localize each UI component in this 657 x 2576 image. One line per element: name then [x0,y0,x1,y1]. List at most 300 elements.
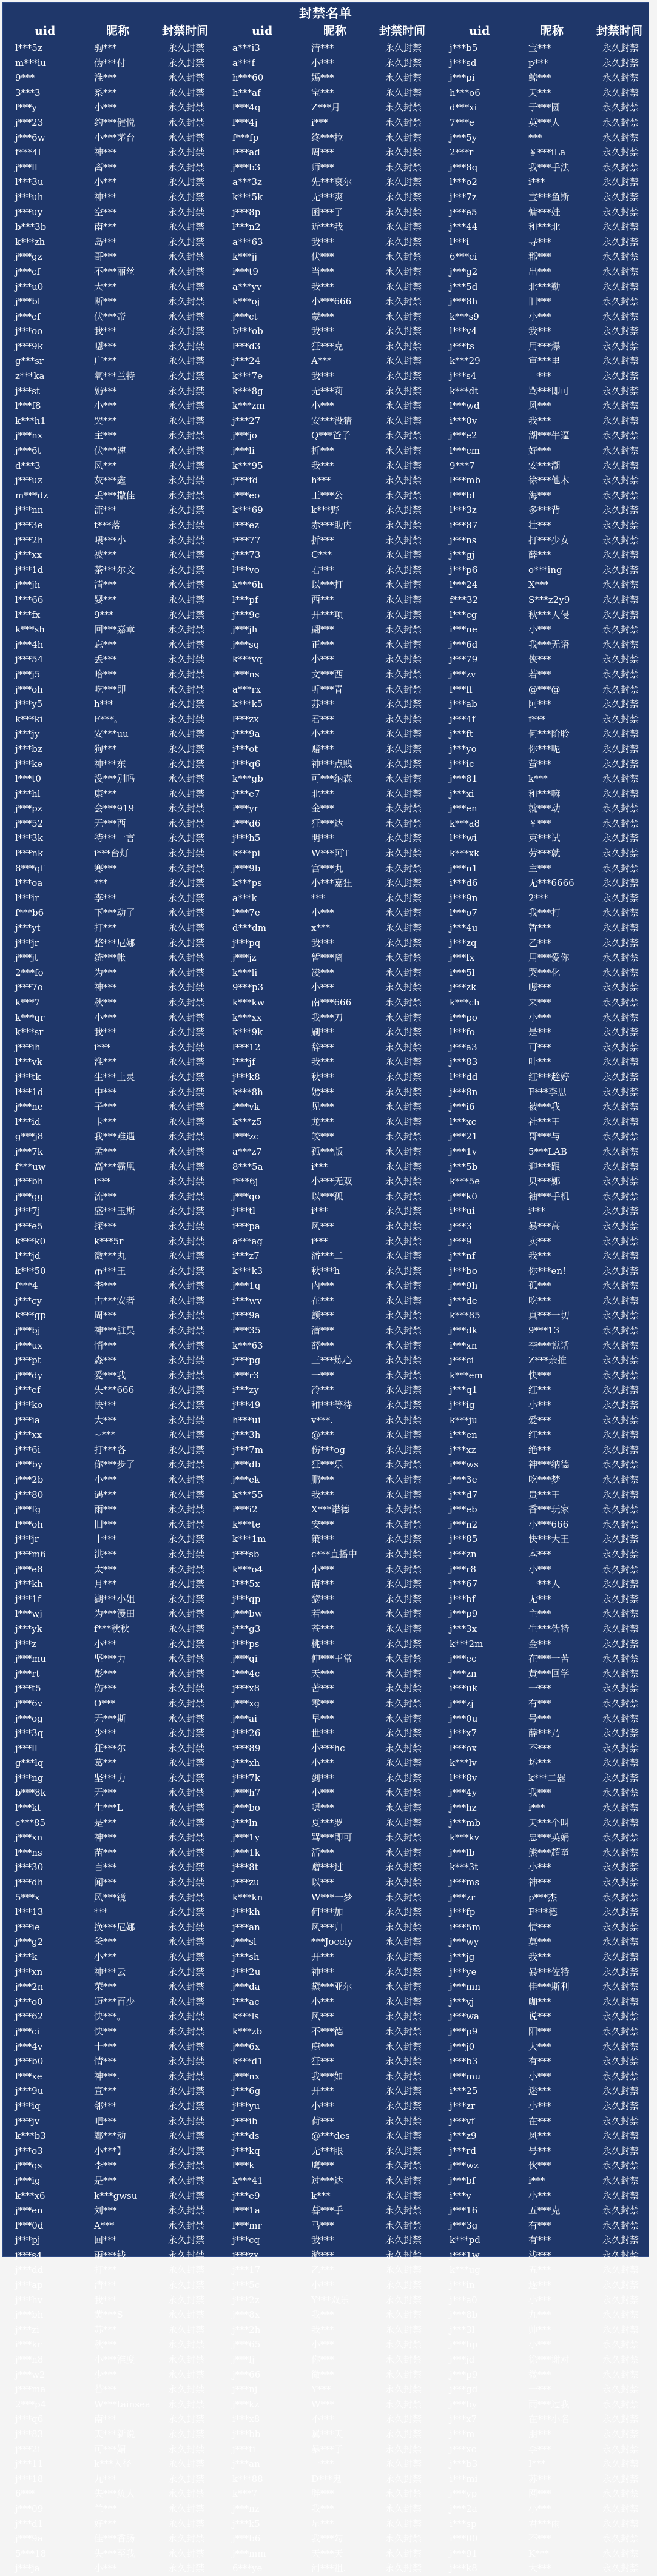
uid-cell: j***6g [232,2085,261,2097]
nickname-cell: 孤***版 [311,1145,343,1157]
nickname-cell: 剑*** [311,1772,334,1783]
table-row [3,2517,649,2532]
uid-cell: l***12 [232,1041,261,1053]
nickname-cell: 若*** [311,1608,334,1620]
nickname-cell: 一*** [311,1369,334,1381]
uid-cell: j***91 [450,2547,478,2559]
nickname-cell: 快*** [94,1400,117,1411]
nickname-cell: 丢*** [94,654,117,665]
nickname-cell: 旧*** [528,296,551,307]
uid-cell: l***0d [15,2219,44,2231]
nickname-cell: @*** [311,1429,334,1441]
nickname-cell: 马*** [311,2219,334,2231]
nickname-cell: Y***双乐 [311,2294,349,2306]
uid-cell: j***p6 [450,564,478,575]
uid-cell: j***dd [15,2264,44,2276]
uid-cell: a***f [232,57,255,69]
uid-cell: j***by [450,2398,477,2410]
nickname-cell: 萤*** [528,758,551,770]
ban-time-cell: 永久封禁 [385,594,422,605]
ban-time-cell: 永久封禁 [168,1832,205,1843]
nickname-cell: 秋***h [311,1265,340,1276]
table-row [3,2561,649,2576]
uid-cell: j***ln [232,1817,258,1828]
ban-time-cell: 永久封禁 [602,2011,639,2022]
nickname-cell: ￥***iLa [528,147,566,158]
ban-time-cell: 永久封禁 [385,1518,422,1530]
uid-cell: j***j0 [450,2041,475,2052]
nickname-cell: 和***等待 [311,1400,352,1411]
ban-time-cell: 永久封禁 [385,2294,422,2306]
uid-cell: d***dm [232,922,266,934]
nickname-cell: C*** [311,549,332,561]
uid-cell: j***b0 [15,2056,44,2067]
nickname-cell: 天*** [311,1668,334,1679]
ban-time-cell: 永久封禁 [168,2503,205,2514]
header-uid: uid [35,24,56,38]
nickname-cell: 伏***帝 [94,310,126,322]
uid-cell: k***1m [232,1534,266,1545]
uid-cell: l***4q [232,102,261,113]
nickname-cell: 小*** [94,1638,117,1649]
uid-cell: l***ns [15,1846,42,1858]
table-row [3,1457,649,1472]
table-row [3,235,649,250]
ban-time-cell: 永久封禁 [168,982,205,993]
table-row [3,1099,649,1115]
ban-time-cell: 永久封禁 [168,2354,205,2366]
ban-time-cell: 永久封禁 [385,2547,422,2559]
uid-cell: j***jt [15,952,38,964]
table-row [3,1353,649,1368]
uid-cell: f***6j [232,1176,258,1187]
uid-cell: j***de [450,1295,477,1306]
nickname-cell: h*** [94,699,114,710]
nickname-cell: D***鬼 [311,2473,342,2484]
nickname-cell: 坚***力 [94,1653,126,1665]
uid-cell: j***k8 [450,2563,477,2574]
nickname-cell: 在***一苦 [528,1653,570,1665]
ban-time-cell: 永久封禁 [385,1295,422,1306]
ban-time-cell: 永久封禁 [385,1862,422,1873]
table-row [3,414,649,429]
uid-cell: k***7e [232,371,263,382]
uid-cell: j***x7 [450,1728,477,1739]
nickname-cell: 北*** [311,788,334,799]
nickname-cell: 先***哀尔 [311,176,352,188]
ban-time-cell: 永久封禁 [602,2563,639,2574]
uid-cell: i***87 [450,520,478,531]
nickname-cell: 狂***乐 [311,1459,343,1471]
uid-cell: j***oh [15,683,43,695]
uid-cell: j***73 [232,549,261,561]
uid-cell: j***24 [232,355,261,367]
ban-time-cell: 永久封禁 [602,266,639,277]
uid-cell: j***ab [450,699,477,710]
ban-time-cell: 永久封禁 [385,1772,422,1783]
uid-cell: j***sl [232,1936,257,1948]
nickname-cell: 苦*** [311,1683,334,1694]
ban-time-cell: 永久封禁 [168,489,205,501]
uid-cell: j***ds [232,2130,260,2142]
nickname-cell: 一*** [311,2458,334,2470]
nickname-cell: 真***一切 [528,1310,570,1321]
uid-cell: j***xz [450,1444,476,1455]
nickname-cell: 听***青 [311,683,343,695]
nickname-cell: 盛***玉斯 [94,1206,135,1217]
nickname-cell: 蒙*** [311,310,334,322]
nickname-cell: 被***我 [528,1101,561,1113]
uid-cell: j***3e [450,1474,477,1485]
nickname-cell: 南*** [311,1578,334,1590]
nickname-cell: f*** [528,713,546,725]
uid-cell: j***jr [15,1534,39,1545]
uid-cell: j***uz [15,475,42,486]
uid-cell: k***sh [15,624,45,636]
uid-cell: j***ko [15,1400,43,1411]
uid-cell: j***oo [15,326,43,337]
table-row [3,1085,649,1100]
ban-time-cell: 永久封禁 [385,668,422,680]
ban-time-cell: 永久封禁 [602,1145,639,1157]
ban-time-cell: 永久封禁 [168,2219,205,2231]
uid-cell: 5***18 [15,2547,47,2559]
nickname-cell: 风*** [311,1220,334,1232]
nickname-cell: 兰*** [94,2503,117,2514]
ban-time-cell: 永久封禁 [168,728,205,740]
nickname-cell: 探*** [94,1220,117,1232]
ban-time-cell: 永久封禁 [385,42,422,53]
uid-cell: k***lv [450,1757,477,1769]
ban-time-cell: 永久封禁 [385,2070,422,2082]
header-uid: uid [252,24,273,38]
table-row [3,175,649,190]
table-row [3,1159,649,1175]
nickname-cell: 当*** [311,266,334,277]
nickname-cell: 夏***罗 [311,1817,343,1828]
nickname-cell: 君***雨 [528,2518,561,2529]
ban-time-cell: 永久封禁 [602,668,639,680]
ban-time-cell: 永久封禁 [385,2279,422,2291]
ban-time-cell: 永久封禁 [168,221,205,233]
ban-time-cell: 永久封禁 [602,1101,639,1113]
ban-time-cell: 永久封禁 [168,161,205,173]
ban-time-cell: 永久封禁 [385,2384,422,2395]
ban-time-cell: 永久封禁 [168,266,205,277]
ban-time-cell: 永久封禁 [602,415,639,426]
nickname-cell: 凌*** [311,967,334,978]
nickname-cell: 师*** [311,161,334,173]
uid-cell: j***1d [15,564,44,575]
table-row [3,1293,649,1309]
nickname-cell: 约***健悦 [94,116,135,128]
nickname-cell: 折*** [311,534,334,546]
uid-cell: k***zb [232,2025,263,2037]
uid-cell: j***jz [232,952,257,964]
uid-cell: j***8h [450,296,478,307]
nickname-cell: i*** [311,1206,328,1217]
ban-time-cell: 永久封禁 [168,1921,205,1933]
uid-cell: j***3e [15,520,43,531]
nickname-cell: 我*** [311,371,334,382]
table-row [3,771,649,787]
ban-time-cell: 永久封禁 [602,2518,639,2529]
uid-cell: l***3k [15,833,43,844]
nickname-cell: 束***试 [528,833,561,844]
uid-cell: j***y5 [15,699,43,710]
table-row [3,2173,649,2189]
nickname-cell: 苗*** [94,1846,117,1858]
nickname-cell: 无***6666 [528,877,574,889]
nickname-cell: 婴*** [94,594,117,605]
table-row [3,1785,649,1800]
uid-cell: j***6d [450,639,478,650]
nickname-cell: 清*** [311,42,334,53]
ban-time-cell: 永久封禁 [385,564,422,575]
ban-time-cell: 永久封禁 [168,2369,205,2380]
ban-time-cell: 永久封禁 [602,1190,639,1202]
uid-cell: j***bf [450,1593,476,1605]
table-row [3,2293,649,2308]
ban-time-cell: 永久封禁 [385,1742,422,1754]
nickname-cell: 情*** [528,1921,551,1933]
nickname-cell: 我*** [528,1250,551,1262]
uid-cell: j***xg [232,1697,260,1709]
uid-cell: j***q6 [232,758,261,770]
nickname-cell: 小*** [311,1757,334,1769]
ban-time-cell: 永久封禁 [385,2011,422,2022]
ban-time-cell: 永久封禁 [602,1474,639,1485]
uid-cell: j***21 [450,1131,478,1142]
nickname-cell: 荣*** [94,1981,117,1993]
uid-cell: j***j5 [15,668,41,680]
ban-time-cell: 永久封禁 [168,2145,205,2156]
nickname-cell: 狂***尔 [94,1742,126,1754]
uid-cell: l***fx [15,609,41,620]
nickname-cell: 我*** [311,1489,334,1500]
ban-time-cell: 永久封禁 [168,2205,205,2216]
uid-cell: j***pg [232,1355,261,1366]
nickname-cell: 小*** [528,1400,551,1411]
nickname-cell: 好*** [94,2518,117,2529]
nickname-cell: 氧***兰特 [94,371,135,382]
ban-time-cell: 永久封禁 [168,1131,205,1142]
nickname-cell: 小*** [311,1996,334,2007]
uid-cell: k***9k [232,1027,263,1038]
uid-cell: j***nn [15,505,44,516]
ban-time-cell: 永久封禁 [385,2339,422,2350]
ban-time-cell: 永久封禁 [602,147,639,158]
ban-time-cell: 永久封禁 [602,326,639,337]
ban-time-cell: 永久封禁 [602,639,639,650]
ban-time-cell: 永久封禁 [385,699,422,710]
uid-cell: k***d1 [232,2056,263,2067]
uid-cell: j***6w [15,132,45,143]
ban-time-cell: 永久封禁 [168,683,205,695]
ban-time-cell: 永久封禁 [168,817,205,829]
uid-cell: j***jh [232,624,258,636]
uid-cell: j***x8 [232,1683,260,1694]
uid-cell: j***9u [15,2085,44,2097]
ban-time-cell: 永久封禁 [385,1369,422,1381]
ban-time-cell: 永久封禁 [385,1459,422,1471]
uid-cell: j***mu [15,1653,47,1665]
nickname-cell: 暴***高 [528,1220,561,1232]
ban-time-cell: 永久封禁 [385,1697,422,1709]
nickname-cell: 下***动了 [94,907,135,919]
nickname-cell: 有*** [528,2219,551,2231]
nickname-cell: 莫*** [528,1936,551,1948]
ban-time-cell: 永久封禁 [602,1206,639,1217]
nickname-cell: 潘***二 [311,1250,343,1262]
uid-cell: l***66 [15,594,44,605]
uid-cell: j***dk [450,1325,477,1337]
ban-time-cell: 永久封禁 [602,579,639,591]
table-row [3,2262,649,2278]
nickname-cell: 暴***佐特 [528,1966,570,1977]
ban-time-cell: 永久封禁 [602,505,639,516]
ban-time-cell: 永久封禁 [602,1653,639,1665]
table-row [3,787,649,802]
nickname-cell: 多***背 [528,505,561,516]
nickname-cell: 天***新说 [94,2429,135,2440]
nickname-cell: 淼*** [94,1355,117,1366]
ban-time-cell: 永久封禁 [168,2100,205,2111]
ban-time-cell: 永久封禁 [385,251,422,263]
nickname-cell: 小*** [528,2070,551,2082]
ban-time-cell: 永久封禁 [168,922,205,934]
nickname-cell: 风*** [311,2011,334,2022]
ban-time-cell: 永久封禁 [168,310,205,322]
nickname-cell: 绝*** [528,1444,551,1455]
ban-time-cell: 永久封禁 [385,1161,422,1172]
uid-cell: j***65 [232,2339,261,2350]
table-row [3,1741,649,1756]
nickname-cell: 于***圆 [528,102,561,113]
uid-cell: l***n2 [232,221,261,233]
nickname-cell: 用***爱你 [528,952,570,964]
ban-time-cell: 永久封禁 [602,1981,639,1993]
ban-time-cell: 永久封禁 [602,788,639,799]
ban-time-cell: 永久封禁 [168,2264,205,2276]
ban-time-cell: 永久封禁 [602,2354,639,2366]
uid-cell: j***17 [232,2264,261,2276]
uid-cell: k***a8 [450,817,480,829]
uid-cell: j***p9 [450,2369,478,2380]
ban-time-cell: 永久封禁 [168,1891,205,1903]
ban-time-cell: 永久封禁 [385,102,422,113]
ban-time-cell: 永久封禁 [385,191,422,203]
uid-cell: j***m [450,2429,475,2440]
ban-time-cell: 永久封禁 [168,1265,205,1276]
uid-cell: j***p9 [450,2025,478,2037]
uid-cell: j***3q [15,1728,44,1739]
table-row [3,428,649,443]
nickname-cell: 九*** [528,2309,551,2321]
uid-cell: j***ux [15,1340,43,1351]
nickname-cell: 小*** [311,57,334,69]
table-row [3,2367,649,2383]
uid-cell: 6***ci [450,251,477,263]
nickname-cell: 荷*** [311,2115,334,2127]
nickname-cell: 忘*** [94,639,117,650]
nickname-cell: 快***大王 [528,1534,570,1545]
table-row [3,831,649,846]
nickname-cell: k*** [311,2190,331,2201]
uid-cell: j***jy [15,728,40,740]
uid-cell: 3***3 [15,87,41,98]
ban-time-cell: 永久封禁 [385,1668,422,1679]
table-row [3,2442,649,2457]
table-row [3,1472,649,1488]
ban-time-cell: 永久封禁 [385,952,422,964]
uid-cell: b***ob [232,326,263,337]
nickname-cell: 是*** [528,1027,551,1038]
uid-cell: j***5b [450,1161,478,1172]
uid-cell: l***d3 [232,340,261,352]
nickname-cell: 函***了 [311,206,343,218]
ban-time-cell: 永久封禁 [385,2443,422,2455]
uid-cell: 5***x [15,1891,40,1903]
nickname-cell: 葛*** [94,1757,117,1769]
table-row [3,577,649,592]
table-row [3,1249,649,1264]
ban-time-cell: 永久封禁 [168,788,205,799]
ban-time-cell: 永久封禁 [602,2070,639,2082]
ban-time-cell: 永久封禁 [168,415,205,426]
ban-time-cell: 永久封禁 [602,2339,639,2350]
table-row [3,1323,649,1338]
ban-time-cell: 永久封禁 [385,1444,422,1455]
ban-time-cell: 永久封禁 [602,2190,639,2201]
nickname-cell: 吃*** [528,1295,551,1306]
ban-time-cell: 永久封禁 [385,1474,422,1485]
nickname-cell: 内*** [311,1280,334,1292]
ban-time-cell: 永久封禁 [168,997,205,1008]
table-row [3,2144,649,2159]
ban-time-cell: 永久封禁 [602,1325,639,1337]
nickname-cell: W***一梦 [311,1891,352,1903]
ban-time-cell: 永久封禁 [168,191,205,203]
nickname-cell: 徐***他木 [528,475,570,486]
nickname-cell: 小*** [311,2279,334,2291]
uid-cell: j***o0 [15,1996,43,2007]
uid-cell: k***69 [232,505,263,516]
uid-cell: j***3g [450,2219,478,2231]
uid-cell: j***ll [15,161,38,173]
ban-time-cell: 永久封禁 [602,1355,639,1366]
nickname-cell: A*** [311,355,332,367]
uid-cell: j***gz [15,251,42,263]
uid-cell: l***ox [450,1742,477,1754]
ban-time-cell: 永久封禁 [168,1459,205,1471]
uid-cell: l***f8 [15,400,41,412]
ban-time-cell: 永久封禁 [168,952,205,964]
uid-cell: j***66 [232,2369,261,2380]
uid-cell: j***b3 [232,161,261,173]
ban-time-cell: 永久封禁 [168,1161,205,1172]
uid-cell: j***8t [232,1862,258,1873]
nickname-cell: 李*** [94,1280,117,1292]
uid-cell: j***vj [450,1996,474,2007]
nickname-cell: A*** [94,2219,115,2231]
nickname-cell: 嗯*** [311,1802,334,1814]
nickname-cell: k***入径 [94,2458,132,2470]
uid-cell: j***wa [450,2011,479,2022]
uid-cell: i***d6 [232,817,261,829]
ban-time-cell: 永久封禁 [602,609,639,620]
table-row [3,1562,649,1577]
